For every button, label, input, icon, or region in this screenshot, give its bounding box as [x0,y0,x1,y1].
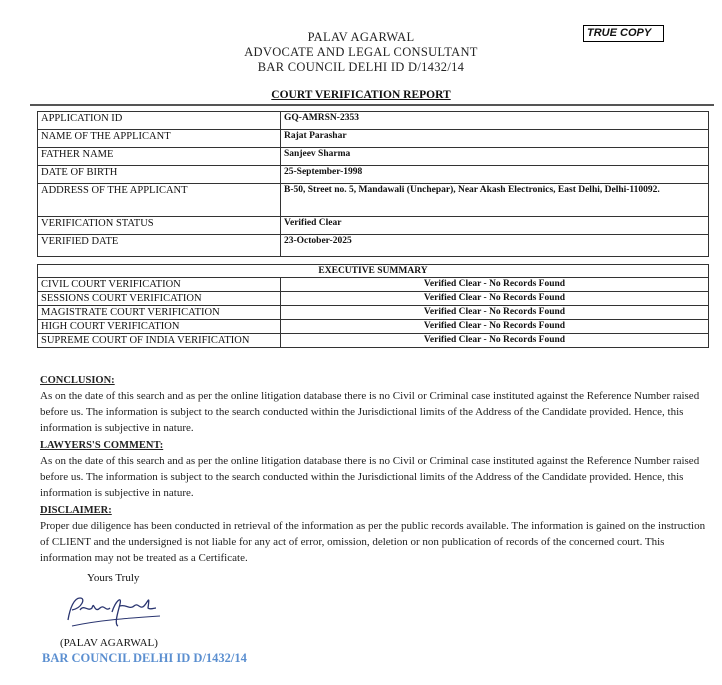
report-title: COURT VERIFICATION REPORT [271,89,451,101]
detail-row [38,184,709,217]
signatory-bar-id: BAR COUNCIL DELHI ID D/1432/14 [42,651,247,665]
detail-row [38,217,709,235]
conclusion-heading: CONCLUSION: [40,375,115,386]
detail-value: 23-October-2025 [281,235,709,257]
header-divider [30,104,714,106]
detail-label: ADDRESS OF THE APPLICANT [38,184,281,217]
detail-value: Rajat Parashar [281,130,709,148]
detail-label: VERIFIED DATE [38,235,281,257]
summary-row [38,278,709,292]
summary-row [38,306,709,320]
summary-label: SESSIONS COURT VERIFICATION [38,292,281,306]
summary-label: MAGISTRATE COURT VERIFICATION [38,306,281,320]
detail-row [38,148,709,166]
detail-value: 25-September-1998 [281,166,709,184]
advocate-role: ADVOCATE AND LEGAL CONSULTANT [244,45,478,59]
signatory-name: (PALAV AGARWAL) [60,637,158,649]
detail-value: GQ-AMRSN-2353 [281,112,709,130]
executive-summary-table [37,264,709,348]
summary-value: Verified Clear - No Records Found [281,320,709,334]
disclaimer-section [40,504,710,566]
summary-row [38,334,709,348]
disclaimer-text: Proper due diligence has been conducted in retrieval of the information as per the public records available. The information is gained on the instruction of CLIENT and the undersigned is not liable for any act of error, omission, deletion or non publication of records of the concerned court. This information may not be treated as a Certificate. [40,520,706,564]
signature-image [60,590,170,632]
detail-label: DATE OF BIRTH [38,166,281,184]
detail-row [38,112,709,130]
true-copy-stamp: TRUE COPY [583,25,664,42]
detail-value: B-50, Street no. 5, Mandawali (Unchepar), Near Akash Electronics, East Delhi, Delhi-110092. [281,184,709,217]
detail-row [38,130,709,148]
advocate-name: PALAV AGARWAL [307,30,415,44]
lawyers-comment-text: As on the date of this search and as per the online litigation database there is no Civil or Criminal case instituted against the Reference Number raised before us. The information is subject to the search conducted within the Jurisdictional limits of the Address of the Candidate provided. Hence, this information is subjective in nature. [40,455,700,499]
closing-text: Yours Truly [87,572,140,584]
applicant-details-table [37,111,709,257]
summary-label: SUPREME COURT OF INDIA VERIFICATION [38,334,281,348]
detail-label: NAME OF THE APPLICANT [38,130,281,148]
detail-label: FATHER NAME [38,148,281,166]
advocate-bar-id: BAR COUNCIL DELHI ID D/1432/14 [257,60,465,74]
conclusion-section [40,374,710,436]
summary-label: CIVIL COURT VERIFICATION [38,278,281,292]
disclaimer-heading: DISCLAIMER: [40,505,112,516]
detail-label: APPLICATION ID [38,112,281,130]
summary-heading: EXECUTIVE SUMMARY [38,265,709,278]
summary-value: Verified Clear - No Records Found [281,306,709,320]
summary-value: Verified Clear - No Records Found [281,292,709,306]
lawyers-comment-heading: LAWYERS'S COMMENT: [40,440,164,451]
detail-value: Verified Clear [281,217,709,235]
summary-value: Verified Clear - No Records Found [281,278,709,292]
summary-row [38,320,709,334]
detail-row [38,235,709,257]
detail-row [38,166,709,184]
summary-label: HIGH COURT VERIFICATION [38,320,281,334]
detail-label: VERIFICATION STATUS [38,217,281,235]
lawyers-comment-section [40,439,710,501]
summary-heading-row [38,265,709,278]
conclusion-text: As on the date of this search and as per the online litigation database there is no Civil or Criminal case instituted against the Reference Number raised before us. The information is subject to the search conducted within the Jurisdictional limits of the Address of the Candidate provided. Hence, this information is subjective in nature. [40,390,700,434]
detail-value: Sanjeev Sharma [281,148,709,166]
summary-value: Verified Clear - No Records Found [281,334,709,348]
summary-row [38,292,709,306]
